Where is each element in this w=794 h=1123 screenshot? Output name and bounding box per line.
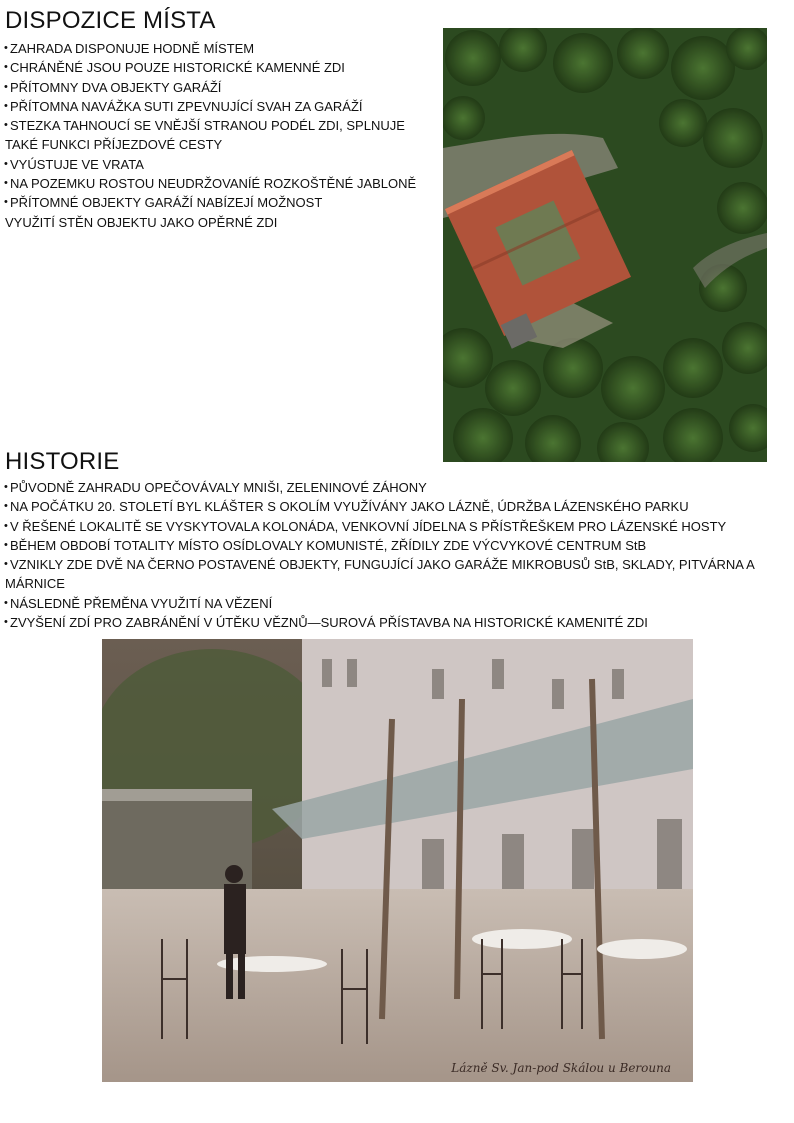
list-item: TAKÉ FUNKCI PŘÍJEZDOVÉ CESTY — [5, 137, 223, 153]
list-item: • PŘÍTOMNÉ OBJEKTY GARÁŽÍ NABÍZEJÍ MOŽNOST — [5, 193, 435, 212]
list-item: • CHRÁNĚNÉ JSOU POUZE HISTORICKÉ KAMENNÉ ZDI — [5, 58, 435, 77]
list-item: MÁRNICE — [5, 576, 65, 592]
section-title-dispozice: DISPOZICE MÍSTA — [5, 7, 216, 34]
aerial-photo — [443, 28, 767, 462]
list-item: • NA POČÁTKU 20. STOLETÍ BYL KLÁŠTER S OKOLÍM VYUŽÍVÁNY JAKO LÁZNĚ, ÚDRŽBA LÁZENSKÉHO PARKU — [5, 497, 785, 516]
list-item: • ZAHRADA DISPONUJE HODNĚ MÍSTEM — [5, 39, 435, 58]
historic-postcard-photo — [102, 639, 693, 1082]
list-item: • ZVYŠENÍ ZDÍ PRO ZABRÁNĚNÍ V ÚTĚKU VĚZNŮ—SUROVÁ PŘÍSTAVBA NA HISTORICKÉ KAMENITÉ ZDI — [5, 613, 785, 632]
list-item: • NÁSLEDNĚ PŘEMĚNA VYUŽITÍ NA VĚZENÍ — [5, 594, 785, 613]
list-item: • PŘÍTOMNA NAVÁŽKA SUTI ZPEVNUJÍCÍ SVAH ZA GARÁŽÍ — [5, 97, 435, 116]
postcard-caption: Lázně Sv. Jan-pod Skálou u Berouna — [451, 1061, 671, 1075]
list-item: • BĚHEM OBDOBÍ TOTALITY MÍSTO OSÍDLOVALY KOMUNISTÉ, ZŘÍDILY ZDE VÝCVYKOVÉ CENTRUM StB — [5, 536, 785, 555]
list-item: • STEZKA TAHNOUCÍ SE VNĚJŠÍ STRANOU PODÉL ZDI, SPLNUJE — [5, 116, 435, 135]
historie-list — [5, 478, 785, 632]
list-item: • V ŘEŠENÉ LOKALITĚ SE VYSKYTOVALA KOLONÁDA, VENKOVNÍ JÍDELNA S PŘÍSTŘEŠKEM PRO LÁZENSKÉ HOSTY — [5, 517, 785, 536]
list-item: • VZNIKLY ZDE DVĚ NA ČERNO POSTAVENÉ OBJEKTY, FUNGUJÍCÍ JAKO GARÁŽE MIKROBUSŮ StB, SKLADY, PITVÁRNA A — [5, 555, 785, 574]
list-item: • PŮVODNĚ ZAHRADU OPEČOVÁVALY MNIŠI, ZELENINOVÉ ZÁHONY — [5, 478, 785, 497]
section-title-historie: HISTORIE — [5, 448, 120, 475]
list-item: • VYÚSTUJE VE VRATA — [5, 155, 435, 174]
list-item: • NA POZEMKU ROSTOU NEUDRŽOVANÍÉ ROZKOŠTĚNÉ JABLONĚ — [5, 174, 435, 193]
dispozice-list — [5, 39, 435, 232]
list-item: • PŘÍTOMNY DVA OBJEKTY GARÁŽÍ — [5, 78, 435, 97]
list-item: VYUŽITÍ STĚN OBJEKTU JAKO OPĚRNÉ ZDI — [5, 214, 278, 230]
